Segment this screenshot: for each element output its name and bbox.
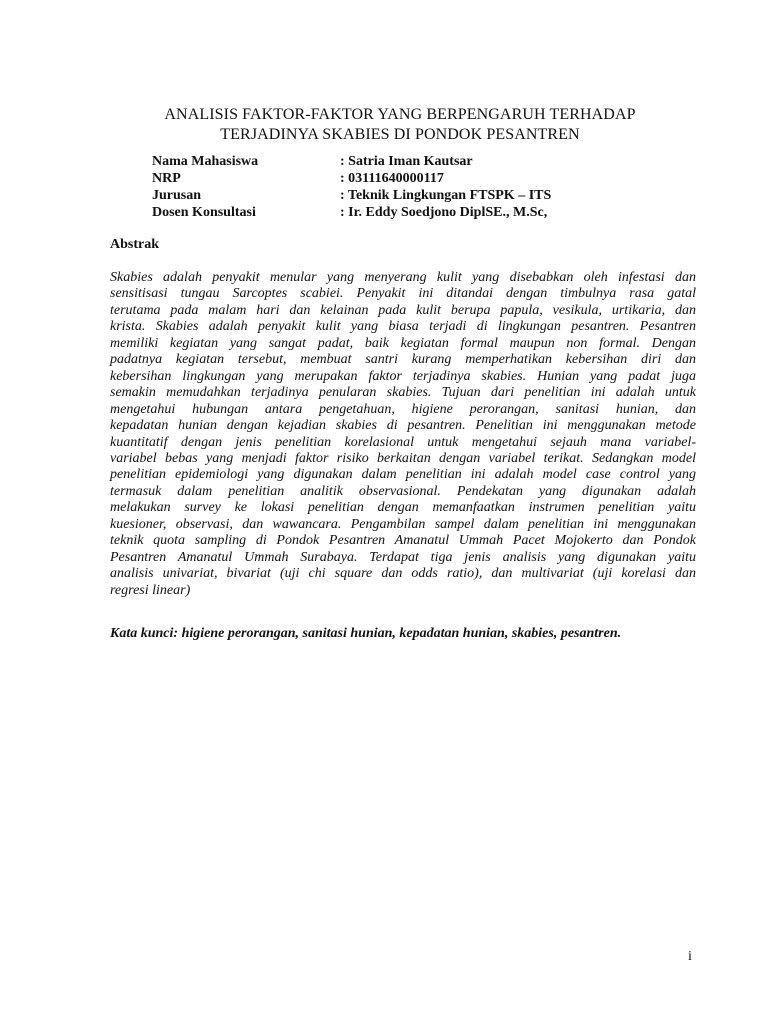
meta-row-nrp (152, 170, 551, 187)
page-number: i (688, 949, 692, 964)
meta-row-advisor (152, 204, 551, 221)
meta-value: : 03111640000117 (340, 171, 444, 186)
abstract-line: Skabies adalah penyakit menular yang menyerang kulit yang disebabkan oleh infestasi dan (110, 270, 696, 285)
keywords: Kata kunci: higiene perorangan, sanitasi hunian, kepadatan hunian, skabies, pesantren. (110, 626, 622, 641)
meta-value: : Teknik Lingkungan FTSPK – ITS (340, 188, 552, 203)
author-info (152, 153, 551, 221)
abstract-line: penelitian epidemiologi yang digunakan dalam penelitian ini adalah model case control yang (110, 467, 696, 483)
abstract-line: sensitisasi tungau Sarcoptes scabiei. Penyakit ini ditandai dengan timbulnya rasa gatal (110, 286, 696, 302)
abstract-line: padatnya kegiatan tersebut, membuat santri kurang memperhatikan kebersihan diri dan (110, 352, 696, 368)
meta-label: Dosen Konsultasi (152, 205, 256, 220)
abstract-line: krista. Skabies adalah penyakit kulit yang biasa terjadi di lingkungan pesantren. Pesantren (110, 319, 696, 335)
abstract-line: variabel bebas yang menjadi faktor risiko berkaitan dengan variabel terikat. Sedangkan model (110, 450, 696, 466)
abstract-line: teknik quota sampling di Pondok Pesantren Amanatul Ummah Pacet Mojokerto dan Pondok (110, 533, 696, 549)
abstract-heading: Abstrak (110, 237, 160, 252)
abstract-body (110, 270, 696, 599)
abstract-line: regresi linear) (110, 582, 191, 598)
abstract-line: Pesantren Amanatul Ummah Surabaya. Terdapat tiga jenis analisis yang digunakan yaitu (110, 549, 696, 565)
title-line-2: TERJADINYA SKABIES DI PONDOK PESANTREN (220, 126, 580, 143)
abstract-line: kuesioner, observasi, dan wawancara. Pengambilan sampel dalam penelitian ini menggunakan (110, 516, 696, 532)
paper-title (100, 105, 700, 145)
meta-row-department (152, 187, 551, 204)
abstract-line: memiliki kegiatan yang sangat padat, baik kegiatan formal maupun non formal. Dengan (110, 335, 696, 351)
abstract-line: kebersihan lingkungan yang merupakan faktor terjadinya skabies. Hunian yang padat juga (110, 368, 696, 384)
abstract-line: kepadatan hunian dengan kejadian skabies di pesantren. Penelitian ini menggunakan metode (110, 418, 696, 434)
title-line-1: ANALISIS FAKTOR-FAKTOR YANG BERPENGARUH TERHADAP (164, 106, 636, 123)
meta-row-student-name (152, 153, 551, 170)
abstract-line: mengetahui hubungan antara pengetahuan, higiene perorangan, sanitasi hunian, dan (110, 401, 696, 417)
meta-label: NRP (152, 171, 181, 186)
meta-label: Jurusan (152, 188, 202, 203)
abstract-line: termasuk dalam penelitian analitik observasional. Pendekatan yang digunakan adalah (110, 483, 696, 499)
abstract-line: semakin memudahkan terjadinya penularan skabies. Tujuan dari penelitian ini adalah untuk (110, 385, 696, 401)
meta-label: Nama Mahasiswa (152, 154, 259, 169)
meta-value: : Ir. Eddy Soedjono DiplSE., M.Sc, (340, 205, 548, 220)
abstract-line: kuantitatif dengan jenis penelitian korelasional untuk mengetahui sejauh mana variabel- (110, 434, 696, 450)
abstract-line: terutama pada malam hari dan kelainan pada kulit berupa papula, vesikula, urtikaria, dan (110, 302, 696, 318)
abstract-line: melakukan survey ke lokasi penelitian dengan memanfaatkan instrumen penelitian yaitu (110, 500, 696, 516)
abstract-line: analisis univariat, bivariat (uji chi square dan odds ratio), dan multivariat (uji korelasi dan (110, 566, 696, 582)
meta-value: : Satria Iman Kautsar (340, 154, 473, 169)
